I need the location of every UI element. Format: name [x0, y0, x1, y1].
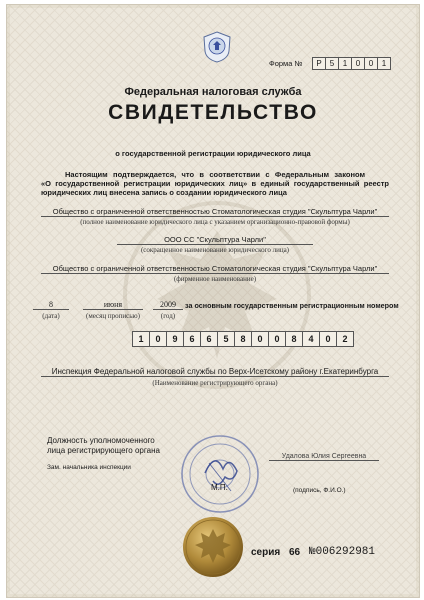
document-title: СВИДЕТЕЛЬСТВО: [108, 101, 318, 124]
digit-box: 0: [251, 331, 269, 347]
entity-brand-name-caption: (фирменное наименование): [173, 275, 257, 283]
position-label-line-2: лица регистрирующего органа: [47, 446, 160, 455]
digit-box: 6: [200, 331, 218, 347]
series-number: №006292981: [309, 546, 376, 558]
digit-box: 1: [132, 331, 150, 347]
official-stamp-icon: [179, 433, 261, 515]
entity-full-name-caption: (полное наименование юридического лица с указанием организационно-правовой формы): [80, 218, 350, 226]
digit-box: 6: [183, 331, 201, 347]
form-number-label: Форма №: [269, 59, 303, 68]
signature-caption: (подпись, Ф.И.О.): [293, 487, 346, 494]
registration-day-caption: (дата): [42, 312, 60, 320]
digit-box: 0: [364, 57, 378, 70]
form-number-boxes: [313, 57, 391, 70]
digit-box: 2: [336, 331, 354, 347]
position-label-line-1: Должность уполномоченного: [47, 436, 155, 445]
digit-box: 0: [268, 331, 286, 347]
digit-box: 5: [217, 331, 235, 347]
registration-year-caption: (год): [160, 312, 176, 320]
digit-box: 5: [325, 57, 339, 70]
entity-brand-name: Общество с ограниченной ответственностью Стоматологическая студия "Скульптура Чарли": [41, 264, 389, 274]
authority-caption: (Наименование регистрирующего органа): [152, 379, 278, 387]
digit-box: Р: [312, 57, 326, 70]
body-line-2: «О государственной регистрации юридических лиц» в единый государственный реестр: [41, 179, 389, 188]
ogrn-boxes: [133, 331, 354, 347]
digit-box: 0: [319, 331, 337, 347]
digit-box: 9: [166, 331, 184, 347]
entity-short-name-caption: (сокращенное наименование юридического лица): [140, 246, 290, 254]
digit-box: 0: [351, 57, 365, 70]
digit-box: 8: [234, 331, 252, 347]
document-subtitle: о государственной регистрации юридического лица: [115, 149, 311, 158]
entity-short-name: ООО СС "Скульптура Чарли": [117, 235, 313, 245]
tax-service-emblem-icon: [202, 31, 232, 63]
registration-day: 8: [33, 300, 69, 310]
registration-month: июня: [83, 300, 143, 310]
signatory-name: Удалова Юлия Сергеевна: [269, 453, 379, 461]
digit-box: 8: [285, 331, 303, 347]
agency-name: Федеральная налоговая служба: [124, 86, 302, 98]
digit-box: 1: [377, 57, 391, 70]
digit-box: 1: [338, 57, 352, 70]
gold-emblem-seal-icon: [181, 515, 245, 579]
body-line-1: Настоящим подтверждается, что в соответствии с Федеральным законом: [65, 170, 365, 179]
registration-month-caption: (месяц прописью): [86, 312, 140, 320]
series-code: 66: [289, 547, 301, 558]
entity-full-name: Общество с ограниченной ответственностью Стоматологическая студия "Скульптура Чарли": [41, 207, 389, 217]
body-line-3: юридических лиц внесена запись о создании юридического лица: [41, 188, 287, 197]
digit-box: 4: [302, 331, 320, 347]
registration-number-label: за основным государственным регистрационным номером: [185, 301, 399, 310]
series-label: серия: [251, 547, 281, 558]
seal-place-mark: М.П.: [211, 483, 228, 492]
digit-box: 0: [149, 331, 167, 347]
registration-year: 2009: [153, 300, 183, 310]
authority-name: Инспекция Федеральной налоговой службы по Верх-Исетскому району г.Екатеринбурга: [41, 367, 389, 377]
signatory-position: Зам. начальника инспекции: [47, 464, 131, 471]
certificate-sheet: [6, 4, 420, 598]
